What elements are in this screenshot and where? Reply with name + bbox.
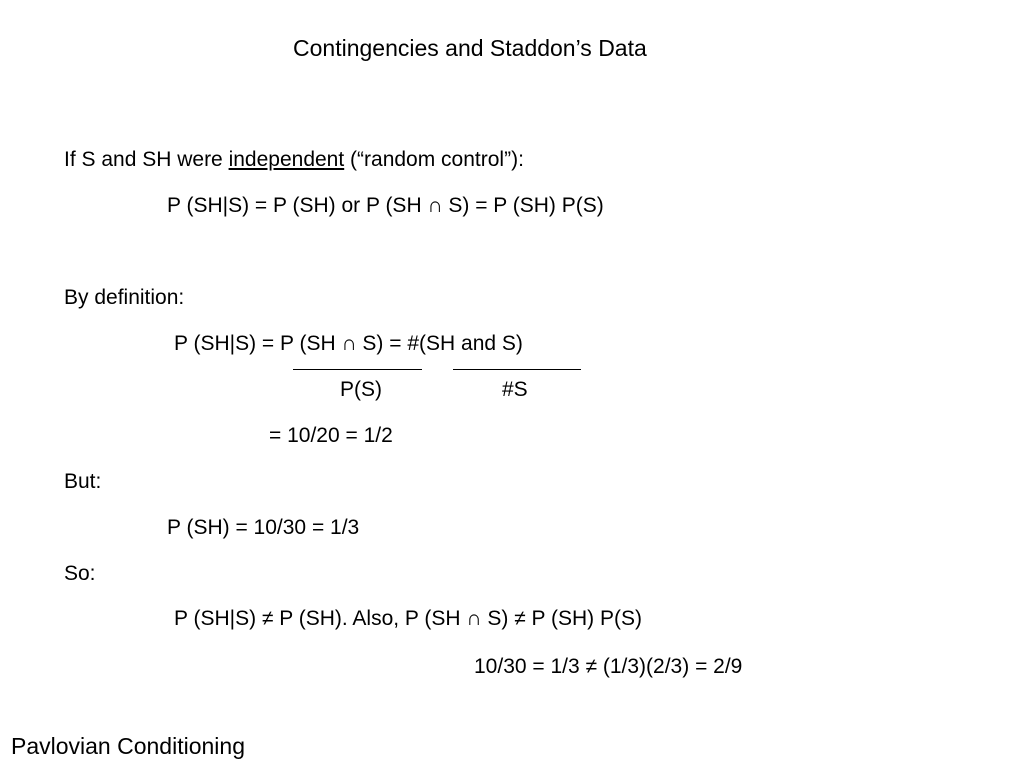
fraction-bar-right [453,369,581,370]
but-equation: P (SH) = 10/30 = 1/3 [167,516,360,539]
definition-result: = 10/20 = 1/2 [269,424,393,447]
definition-label: By definition: [64,286,185,309]
slide-title: Contingencies and Staddon’s Data [293,35,647,61]
independence-intro-prefix: If S and SH were [64,148,229,171]
fraction-bar-left [293,369,422,370]
footer-label: Pavlovian Conditioning [11,733,245,759]
independence-equation: P (SH|S) = P (SH) or P (SH ∩ S) = P (SH) P(S) [167,194,604,217]
denominator-ps: P(S) [340,378,382,401]
so-label: So: [64,562,96,585]
so-calculation: 10/30 = 1/3 ≠ (1/3)(2/3) = 2/9 [474,655,743,678]
but-label: But: [64,470,102,493]
definition-numerator-line: P (SH|S) = P (SH ∩ S) = #(SH and S) [174,332,523,355]
so-inequality: P (SH|S) ≠ P (SH). Also, P (SH ∩ S) ≠ P (SH) P(S) [174,607,642,630]
independent-term: independent [228,148,345,171]
denominator-count-s: #S [502,378,528,401]
independence-intro [64,149,524,170]
independence-intro-suffix: (“random control”): [344,148,524,171]
